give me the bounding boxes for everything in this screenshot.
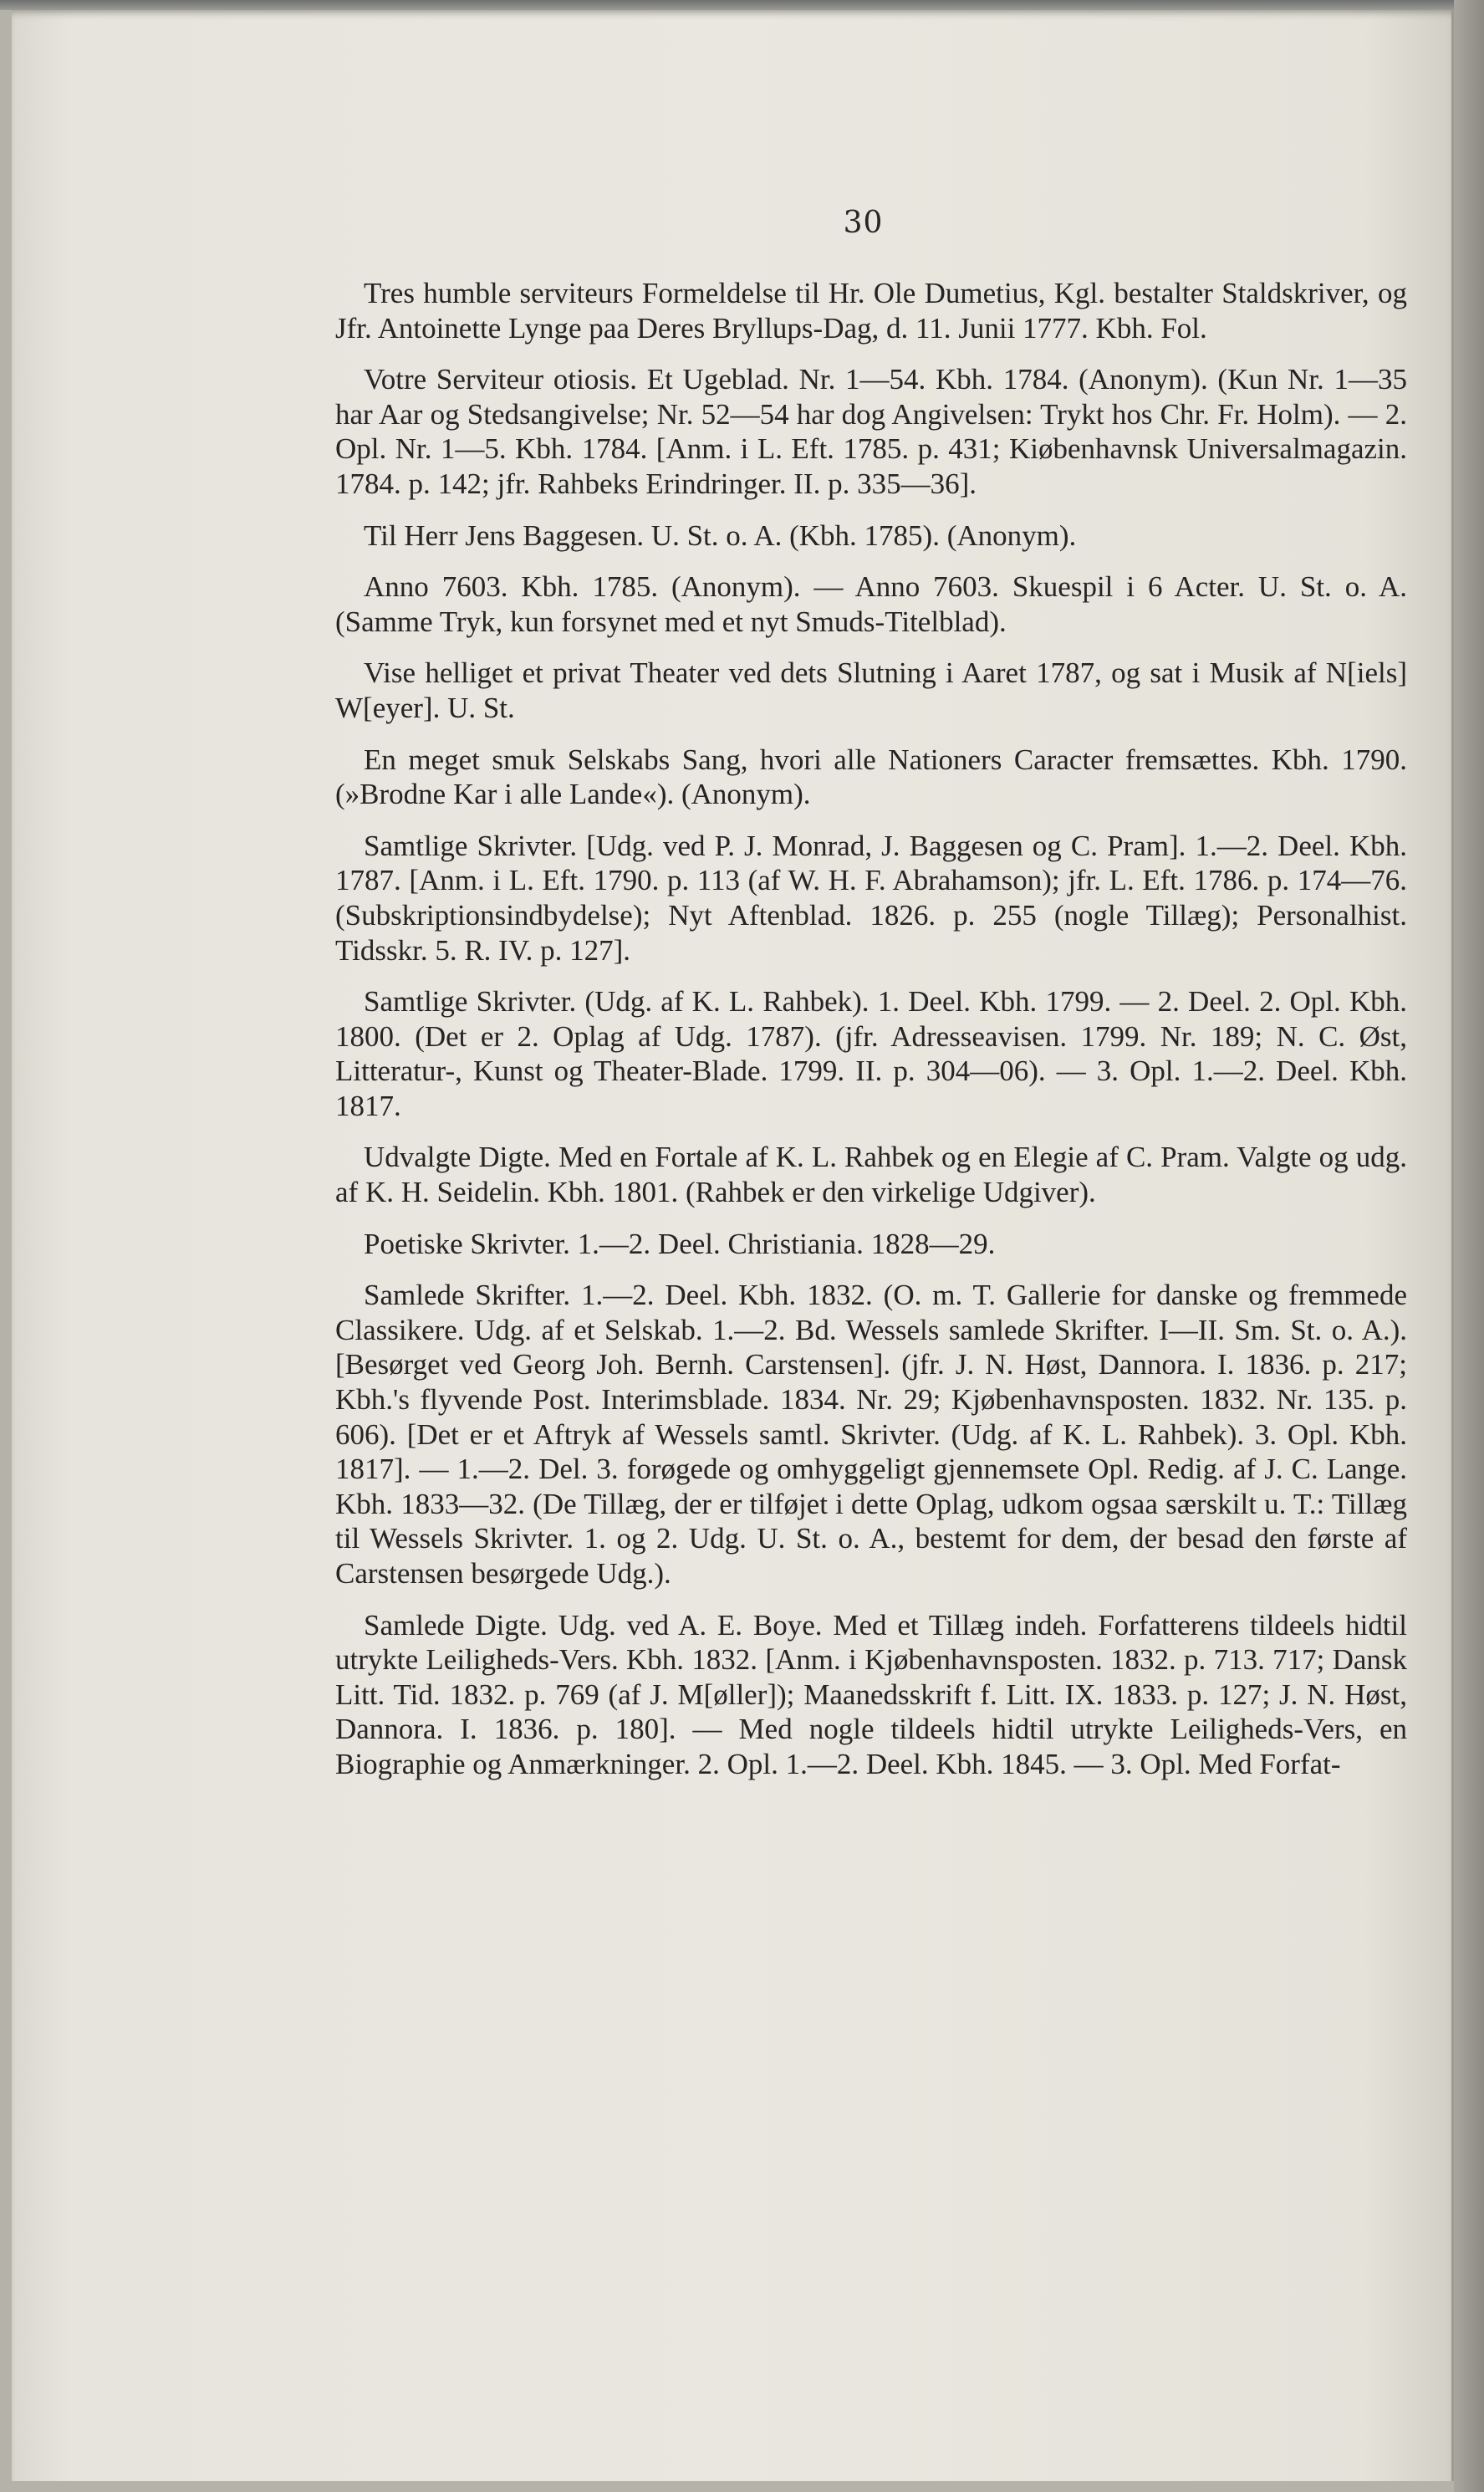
bibliography-entry: Samtlige Skrivter. [Udg. ved P. J. Monrad, J. Baggesen og C. Pram]. 1.—2. Deel. Kbh. 1787. [Anm. i L. Eft. 1790. p. 113 (af W. H. F. Abrahamson); jfr. L. Eft. 1786. p. 174—76. (Subskriptionsindbydelse); Nyt Aftenblad. 1826. p. 255 (nogle Tillæg); Personalhist. Tidsskr. 5. R. IV. p. 127].	[335, 829, 1407, 967]
bibliography-entry: Votre Serviteur otiosis. Et Ugeblad. Nr. 1—54. Kbh. 1784. (Anonym). (Kun Nr. 1—35 har Aar og Stedsangivelse; Nr. 52—54 har dog Angivelsen: Trykt hos Chr. Fr. Holm). — 2. Opl. Nr. 1—5. Kbh. 1784. [Anm. i L. Eft. 1785. p. 431; Kiøbenhavnsk Universalmagazin. 1784. p. 142; jfr. Rahbeks Erindringer. II. p. 335—36].	[335, 363, 1407, 500]
bibliography-entry: Poetiske Skrivter. 1.—2. Deel. Christiania. 1828—29.	[364, 1227, 996, 1260]
bibliography-entry: Samtlige Skrivter. (Udg. af K. L. Rahbek). 1. Deel. Kbh. 1799. — 2. Deel. 2. Opl. Kbh. 1800. (Det er 2. Oplag af Udg. 1787). (jfr. Adresseavisen. 1799. Nr. 189; N. C. Øst, Litteratur-, Kunst og Theater-Blade. 1799. II. p. 304—06). — 3. Opl. 1.—2. Deel. Kbh. 1817.	[335, 985, 1407, 1122]
bibliography-entry: Anno 7603. Kbh. 1785. (Anonym). — Anno 7603. Skuespil i 6 Acter. U. St. o. A. (Samme Tryk, kun forsynet med et nyt Smuds-Titelblad).	[335, 570, 1407, 638]
bibliography-text	[335, 276, 1407, 1799]
bibliography-entry: En meget smuk Selskabs Sang, hvori alle Nationers Caracter fremsættes. Kbh. 1790. (»Brodne Kar i alle Lande«). (Anonym).	[335, 743, 1407, 811]
bibliography-entry: Samlede Skrifter. 1.—2. Deel. Kbh. 1832. (O. m. T. Gallerie for danske og fremmede Classikere. Udg. af et Selskab. 1.—2. Bd. Wessels samlede Skrifter. I—II. Sm. St. o. A.). [Besørget ved Georg Joh. Bernh. Carstensen]. (jfr. J. N. Høst, Dannora. I. 1836. p. 217; Kbh.'s flyvende Post. Interimsblade. 1834. Nr. 29; Kjøbenhavnsposten. 1832. Nr. 135. p. 606). [Det er et Aftryk af Wessels samtl. Skrivter. (Udg. af K. L. Rahbek). 3. Opl. Kbh. 1817]. — 1.—2. Del. 3. forøgede og omhyggeligt gjennemsete Opl. Redig. af J. C. Lange. Kbh. 1833—32. (De Tillæg, der er tilføjet i dette Oplag, udkom ogsaa særskilt u. T.: Tillæg til Wessels Skrivter. 1. og 2. Udg. U. St. o. A., bestemt for dem, der besad den første af Carstensen besørgede Udg.).	[335, 1279, 1407, 1590]
bibliography-entry: Tres humble serviteurs Formeldelse til Hr. Ole Dumetius, Kgl. bestalter Staldskriver, og Jfr. Antoinette Lynge paa Deres Bryllups-Dag, d. 11. Junii 1777. Kbh. Fol.	[335, 277, 1407, 345]
bibliography-entry: Samlede Digte. Udg. ved A. E. Boye. Med et Tillæg indeh. Forfatterens tildeels hidtil utrykte Leiligheds-Vers. Kbh. 1832. [Anm. i Kjøbenhavnsposten. 1832. p. 713. 717; Dansk Litt. Tid. 1832. p. 769 (af J. M[øller]); Maanedsskrift f. Litt. IX. 1833. p. 127; J. N. Høst, Dannora. I. 1836. p. 180]. — Med nogle tildeels hidtil utrykte Leiligheds-Vers, en Biographie og Anmærkninger. 2. Opl. 1.—2. Deel. Kbh. 1845. — 3. Opl. Med Forfat-	[335, 1608, 1407, 1780]
bibliography-entry: Vise helliget et privat Theater ved dets Slutning i Aaret 1787, og sat i Musik af N[iels] W[eyer]. U. St.	[335, 656, 1407, 724]
scanner-top-edge	[0, 0, 1484, 10]
bibliography-entry: Til Herr Jens Baggesen. U. St. o. A. (Kbh. 1785). (Anonym).	[364, 518, 1077, 552]
bibliography-entry: Udvalgte Digte. Med en Fortale af K. L. Rahbek og en Elegie af C. Pram. Valgte og udg. af K. H. Seidelin. Kbh. 1801. (Rahbek er den virkelige Udgiver).	[335, 1141, 1407, 1209]
book-binding-edge	[1454, 0, 1484, 2492]
page-number: 30	[843, 206, 884, 240]
